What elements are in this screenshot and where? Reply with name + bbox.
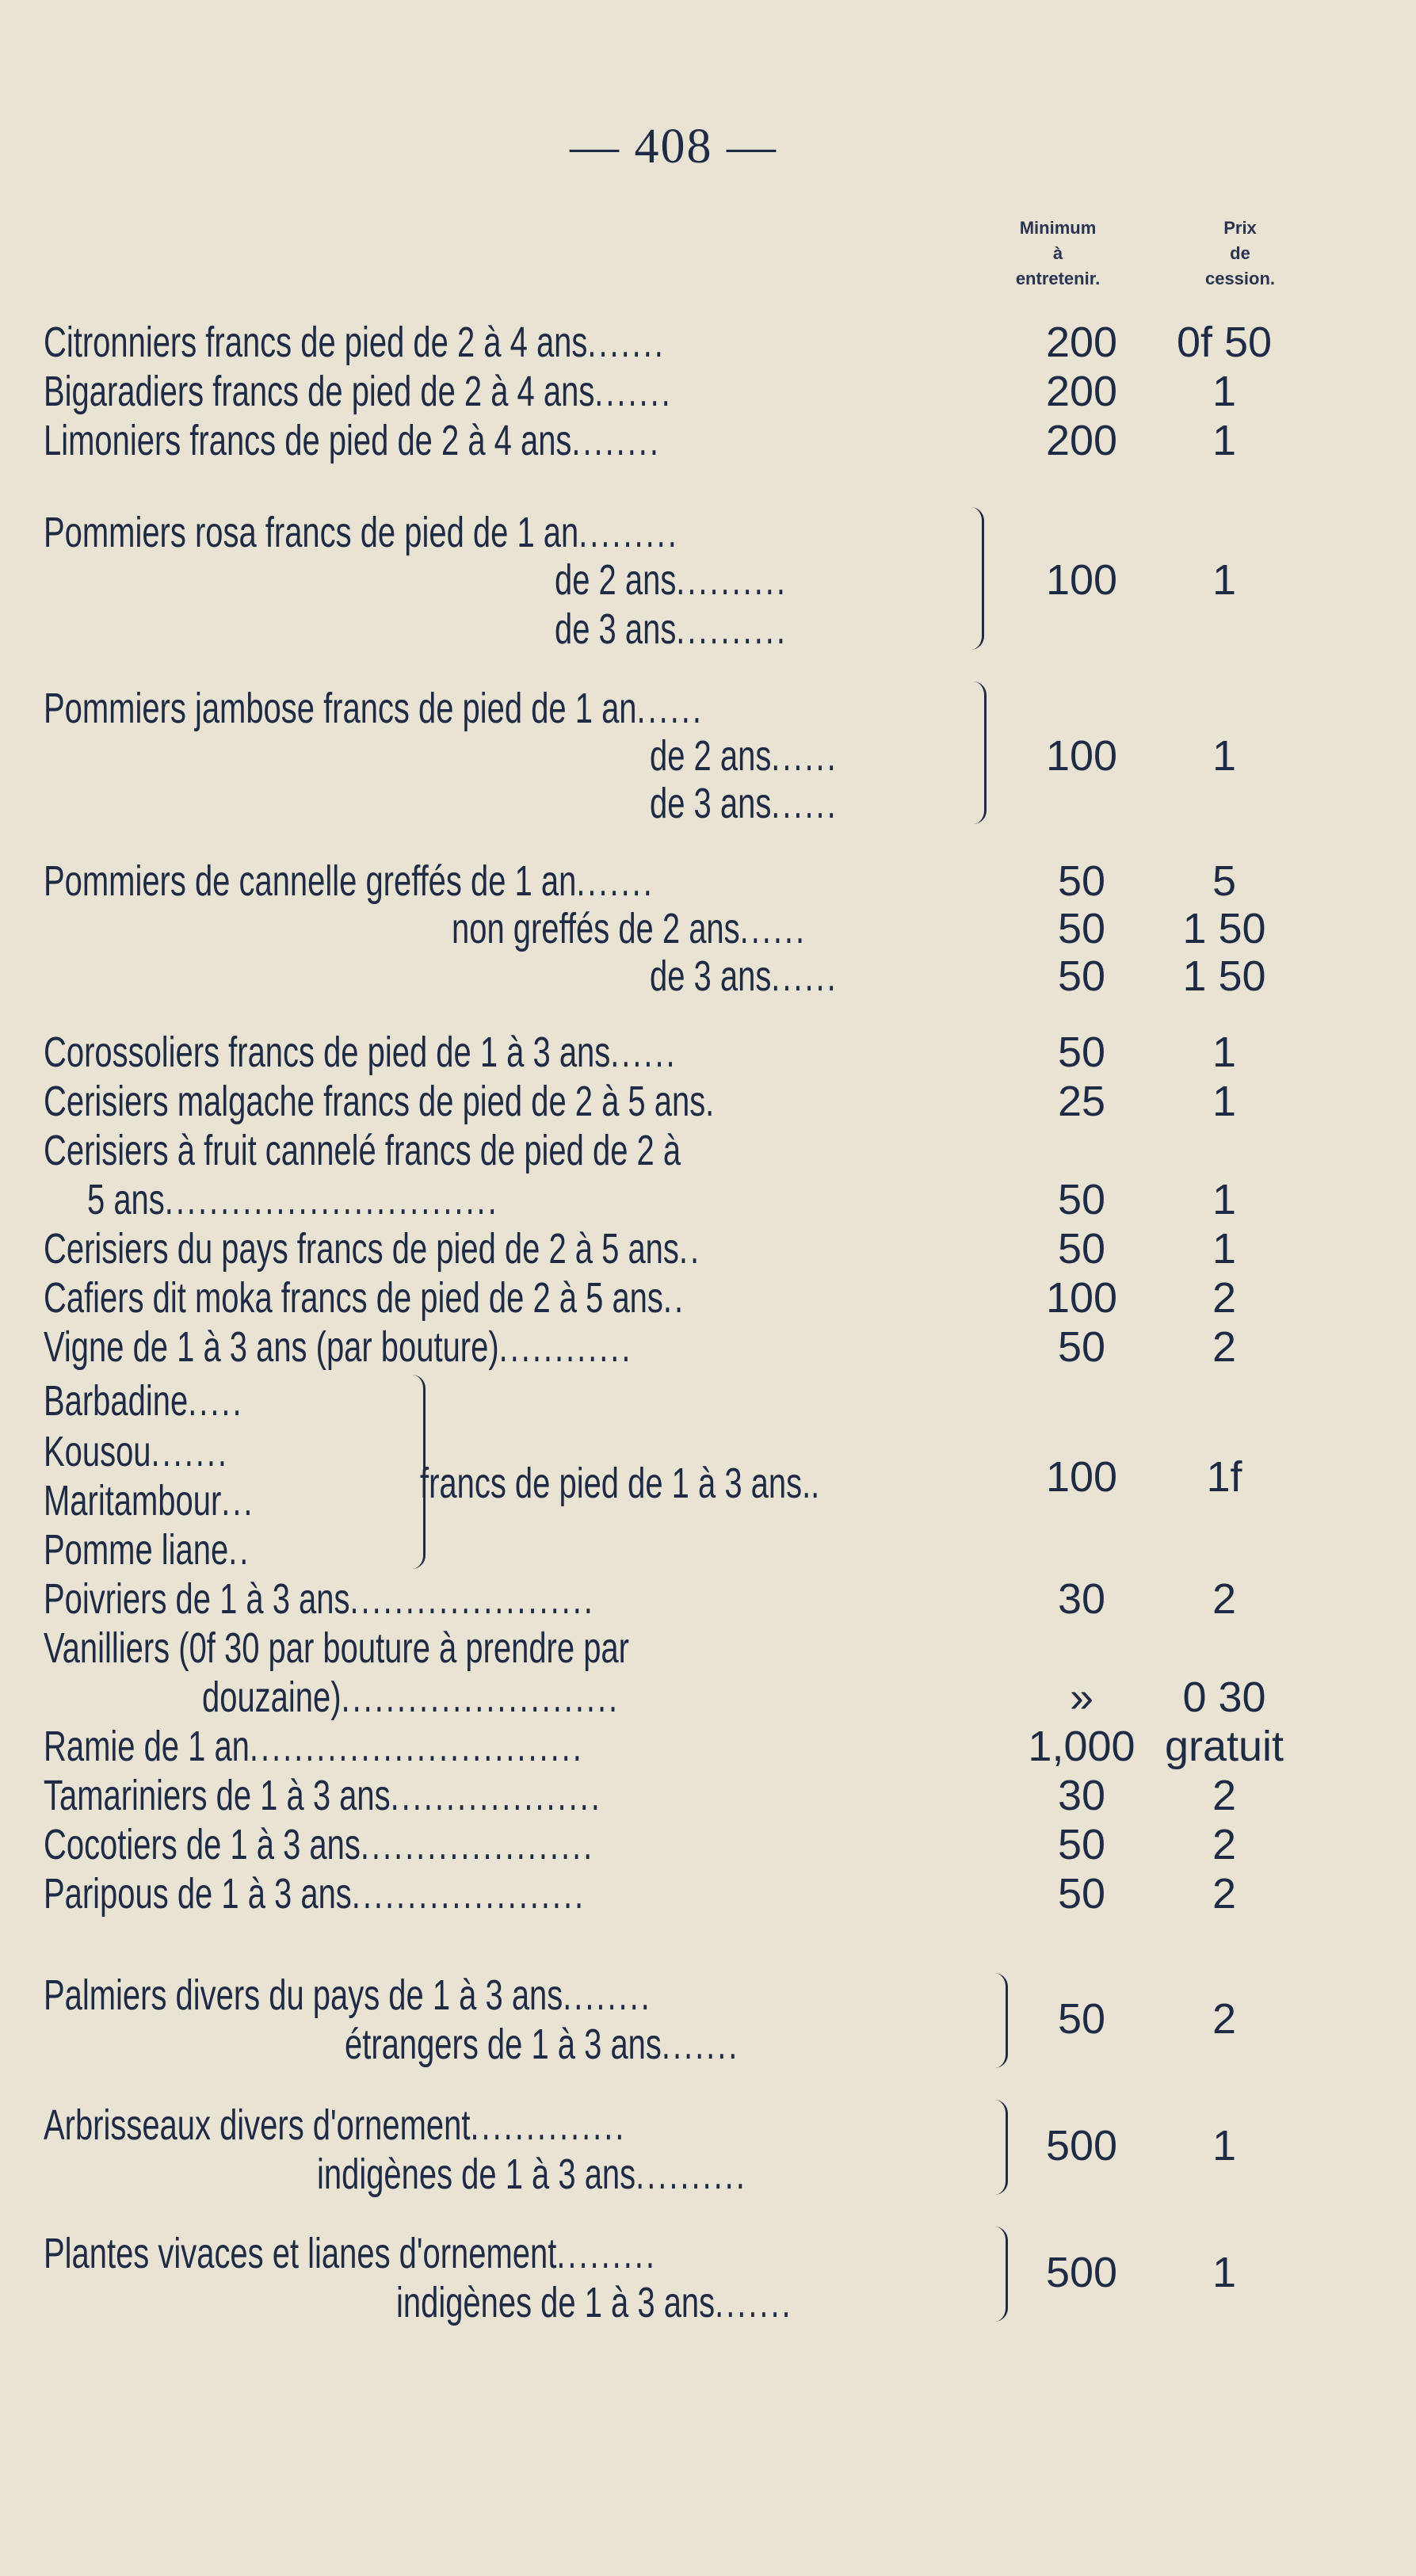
- row-label-wrap: [44, 1574, 788, 1624]
- row-label-text: [44, 317, 666, 368]
- row-minimum-value: 50: [1057, 952, 1106, 1000]
- row-minimum-value: 50: [1057, 1028, 1106, 1076]
- row-label: Barbadine: [44, 1377, 189, 1425]
- row-leader-dots: .........................: [341, 1673, 620, 1721]
- row-leader-dots: ..: [662, 1274, 686, 1322]
- row-price-value: 5: [1212, 857, 1237, 905]
- column-header-min-line3: entretenir.: [1015, 269, 1101, 288]
- row-label: Citronniers francs de pied de 2 à 4 ans: [44, 319, 588, 366]
- row-leader-dots: .......: [661, 2021, 740, 2068]
- row-price-value: 1: [1212, 1225, 1237, 1273]
- row-label: Cerisiers malgache francs de pied de 2 à 5 ans.: [44, 1078, 715, 1125]
- row-leader-dots: ........: [563, 1971, 652, 2019]
- row-leader-dots: .......: [715, 2279, 793, 2326]
- row-label-text: [44, 1376, 244, 1426]
- row-leader-dots: ..: [678, 1225, 702, 1273]
- row-label-wrap: [44, 1273, 911, 1323]
- row-label: 5 ans: [87, 1176, 165, 1223]
- row-label-wrap: [44, 507, 903, 558]
- row-label: Plantes vivaces et lianes d'ornement: [44, 2230, 557, 2277]
- row-label-text: [44, 415, 661, 466]
- row-price-value: 0 30: [1182, 1673, 1266, 1721]
- row-leader-dots: ......: [771, 952, 838, 1000]
- row-price-value: 2: [1212, 1995, 1237, 2043]
- row-price-value: 1: [1212, 368, 1237, 415]
- row-label-wrap: [44, 1426, 294, 1477]
- row-label-wrap: [44, 1076, 950, 1127]
- row-label: Pommiers rosa francs de pied de 1 an: [44, 509, 579, 556]
- row-label-wrap: [555, 555, 869, 605]
- row-label-text: [650, 951, 838, 1002]
- row-leader-dots: ..........: [635, 2150, 747, 2198]
- row-label: Pommiers jambose francs de pied de 1 an: [44, 685, 637, 732]
- row-label-text: [650, 731, 838, 781]
- row-label-text: [555, 604, 788, 654]
- row-price-value: 1 50: [1182, 952, 1266, 1000]
- row-minimum-value: 200: [1045, 319, 1118, 366]
- column-header-price-line3: cession.: [1204, 269, 1276, 288]
- row-label: de 2 ans: [555, 556, 677, 604]
- row-label: Vigne de 1 à 3 ans (par bouture): [44, 1323, 499, 1371]
- row-minimum-value: 200: [1045, 417, 1118, 464]
- row-leader-dots: ......: [636, 685, 704, 732]
- column-header-min-line1: Minimum: [1019, 218, 1097, 238]
- row-label-wrap: [44, 1376, 314, 1426]
- row-label-text: [396, 2277, 793, 2328]
- row-label-text: [202, 1672, 620, 1723]
- row-label: Poivriers de 1 à 3 ans: [44, 1575, 350, 1623]
- row-label: Pomme liane: [44, 1526, 229, 1574]
- row-label-text: [44, 1770, 602, 1821]
- column-header-price: [1181, 216, 1300, 292]
- row-leader-dots: ......: [610, 1028, 677, 1076]
- row-label: Vanilliers (0f 30 par bouture à prendre par: [44, 1624, 629, 1672]
- row-label-wrap: [650, 951, 904, 1002]
- row-price-value: 1: [1212, 417, 1237, 464]
- row-label-text: [44, 2100, 626, 2150]
- row-minimum-value: 500: [1045, 2249, 1118, 2296]
- row-price-value: 1 50: [1182, 905, 1266, 952]
- row-label-text: [44, 1819, 594, 1870]
- row-label-wrap: [44, 1027, 900, 1078]
- row-label-text: [44, 507, 679, 558]
- row-label-wrap: [44, 1475, 329, 1526]
- row-label-text: [44, 1475, 254, 1526]
- row-leader-dots: ......: [771, 780, 838, 827]
- row-leader-dots: ..: [228, 1526, 251, 1574]
- row-label: de 2 ans: [650, 732, 772, 780]
- row-label: douzaine): [202, 1673, 342, 1721]
- row-label: Corossoliers francs de pied de 1 à 3 ans: [44, 1028, 611, 1076]
- row-minimum-value: 50: [1057, 905, 1106, 952]
- row-label-text: [555, 555, 788, 605]
- row-leader-dots: ..........: [676, 556, 788, 604]
- row-label: Cerisiers à fruit cannelé francs de pied de 2 à: [44, 1127, 681, 1174]
- row-price-value: 2: [1212, 1575, 1237, 1623]
- row-leader-dots: .......: [594, 368, 673, 415]
- bracket-pommiers-jambose: [973, 681, 987, 824]
- row-minimum-value: 100: [1045, 732, 1118, 780]
- row-leader-dots: ..............................: [164, 1176, 499, 1223]
- row-minimum-value: 50: [1057, 1995, 1106, 2043]
- row-label-wrap: [44, 1623, 835, 1673]
- row-label: Bigaradiers francs de pied de 2 à 4 ans: [44, 368, 595, 415]
- row-minimum-value: 50: [1057, 1870, 1106, 1918]
- row-label-text: [44, 1273, 685, 1323]
- row-label-wrap: [44, 1125, 905, 1176]
- row-label-text: [44, 683, 704, 734]
- row-minimum-value: 50: [1057, 857, 1106, 905]
- row-price-value: 1: [1212, 2122, 1237, 2170]
- row-price-value: 1: [1212, 732, 1237, 780]
- row-minimum-value: 25: [1057, 1078, 1106, 1125]
- row-label-wrap: [317, 2149, 898, 2200]
- row-label-text: [44, 1426, 229, 1477]
- row-label-text: [44, 1574, 595, 1624]
- row-label-text: [44, 1525, 250, 1575]
- row-price-value: 2: [1212, 1772, 1237, 1819]
- row-label-text: [44, 1970, 652, 2021]
- row-price-value: gratuit: [1164, 1723, 1284, 1770]
- row-leader-dots: .....................: [351, 1870, 586, 1918]
- row-minimum-value: 30: [1057, 1772, 1106, 1819]
- row-label: de 3 ans: [555, 605, 677, 653]
- barbadine-group-text: francs de pied de 1 à 3 ans..: [420, 1460, 820, 1507]
- row-price-value: 1: [1212, 1078, 1237, 1125]
- row-price-value: 1: [1212, 2249, 1237, 2296]
- row-leader-dots: ........: [571, 417, 661, 464]
- row-label-wrap: [396, 2277, 932, 2328]
- row-label-text: [44, 1868, 586, 1919]
- row-label-wrap: [44, 683, 936, 734]
- row-leader-dots: .......: [576, 857, 655, 905]
- row-label-wrap: [555, 604, 869, 654]
- row-label: Kousou: [44, 1428, 151, 1475]
- row-label-text: [650, 778, 838, 829]
- row-label-wrap: [345, 2019, 878, 2070]
- row-label-text: [452, 903, 807, 954]
- row-label-text: [44, 1721, 584, 1772]
- row-price-value: 1: [1212, 556, 1237, 604]
- row-label-text: [44, 856, 655, 906]
- row-label: étrangers de 1 à 3 ans: [345, 2021, 662, 2068]
- row-price-value: 2: [1212, 1274, 1237, 1322]
- bracket-plantes-vivaces: [994, 2227, 1008, 2322]
- row-label: Palmiers divers du pays de 1 à 3 ans: [44, 1971, 563, 2019]
- row-leader-dots: .....................: [360, 1821, 595, 1868]
- row-label: Cerisiers du pays francs de pied de 2 à 5 ans: [44, 1225, 679, 1273]
- row-leader-dots: .......: [587, 319, 666, 366]
- row-label: Limoniers francs de pied de 2 à 4 ans: [44, 417, 572, 464]
- row-price-value: 1: [1212, 1028, 1237, 1076]
- row-label-wrap: [44, 1770, 798, 1821]
- row-leader-dots: .......: [151, 1428, 229, 1475]
- row-label-wrap: [452, 903, 931, 954]
- row-leader-dots: ..............: [470, 2101, 627, 2149]
- row-label: Tamariniers de 1 à 3 ans: [44, 1772, 391, 1819]
- row-label: Ramie de 1 an: [44, 1723, 250, 1770]
- row-label-text: [44, 1076, 714, 1127]
- row-label-wrap: [44, 1525, 323, 1575]
- row-minimum-value: »: [1069, 1673, 1094, 1721]
- row-label-wrap: [87, 1174, 643, 1225]
- row-label-text: [87, 1174, 499, 1225]
- row-label: de 3 ans: [650, 952, 772, 1000]
- bracket-arbrisseaux: [994, 2100, 1008, 2195]
- row-minimum-value: 100: [1045, 556, 1118, 604]
- row-price-value: 2: [1212, 1821, 1237, 1868]
- row-minimum-value: 500: [1045, 2122, 1118, 2170]
- column-header-min-line2: à: [1052, 243, 1063, 263]
- row-leader-dots: ......: [771, 732, 838, 780]
- row-label-wrap: [44, 1868, 776, 1919]
- row-label-text: [44, 1223, 701, 1274]
- row-leader-dots: ......: [739, 905, 807, 952]
- row-label-wrap: [44, 2228, 872, 2279]
- row-price-value: 1f: [1206, 1453, 1242, 1501]
- row-label-wrap: [44, 1721, 773, 1772]
- row-label-text: [345, 2019, 739, 2070]
- bracket-barbadine-group: [412, 1375, 426, 1569]
- row-label-wrap: [44, 1223, 933, 1274]
- row-label-wrap: [44, 1970, 866, 2021]
- row-leader-dots: ...................: [390, 1772, 602, 1819]
- row-label-wrap: [44, 1819, 788, 1870]
- row-label-text: [44, 1623, 629, 1673]
- row-label: de 3 ans: [650, 780, 772, 827]
- row-label-wrap: [44, 1322, 840, 1372]
- row-minimum-value: 50: [1057, 1225, 1106, 1273]
- row-label-text: [44, 366, 673, 417]
- row-leader-dots: ..............................: [249, 1723, 584, 1770]
- bracket-pommiers-rosa: [971, 507, 984, 650]
- row-leader-dots: ......................: [349, 1575, 595, 1623]
- row-minimum-value: 50: [1057, 1176, 1106, 1223]
- row-leader-dots: ...: [221, 1477, 255, 1525]
- row-minimum-value: 100: [1045, 1453, 1118, 1501]
- row-label-text: [44, 1027, 677, 1078]
- row-label-text: [44, 2228, 657, 2279]
- row-label-text: [44, 1125, 681, 1176]
- row-price-value: 0f 50: [1176, 319, 1273, 366]
- row-price-value: 2: [1212, 1870, 1237, 1918]
- row-leader-dots: .........: [556, 2230, 657, 2277]
- row-leader-dots: .........: [578, 509, 679, 556]
- row-price-value: 1: [1212, 1176, 1237, 1223]
- row-leader-dots: ............: [498, 1323, 633, 1371]
- row-label: indigènes de 1 à 3 ans: [396, 2279, 716, 2326]
- row-label-wrap: [650, 778, 904, 829]
- row-price-value: 2: [1212, 1323, 1237, 1371]
- row-label-wrap: [44, 415, 878, 466]
- row-label-text: [44, 1322, 632, 1372]
- row-label-wrap: [44, 2100, 831, 2150]
- row-label: indigènes de 1 à 3 ans: [317, 2150, 636, 2198]
- row-minimum-value: 100: [1045, 1274, 1118, 1322]
- row-label-wrap: [44, 856, 869, 906]
- row-label: Cafiers dit moka francs de pied de 2 à 5 ans: [44, 1274, 663, 1322]
- column-header-price-line2: de: [1230, 243, 1250, 263]
- row-label: Pommiers de cannelle greffés de 1 an: [44, 857, 577, 905]
- row-label-wrap: [44, 317, 884, 368]
- column-header-minimum: [979, 216, 1137, 292]
- row-minimum-value: 50: [1057, 1821, 1106, 1868]
- row-label: Maritambour: [44, 1477, 222, 1525]
- row-leader-dots: ..........: [676, 605, 788, 653]
- row-label-text: [317, 2149, 747, 2200]
- row-minimum-value: 30: [1057, 1575, 1106, 1623]
- row-label-wrap: [650, 731, 904, 781]
- row-label: Arbrisseaux divers d'ornement: [44, 2101, 471, 2149]
- row-label: Paripous de 1 à 3 ans: [44, 1870, 352, 1918]
- row-label-wrap: [44, 366, 894, 417]
- row-label-wrap: [202, 1672, 766, 1723]
- row-minimum-value: 50: [1057, 1323, 1106, 1371]
- bracket-palmiers: [994, 1973, 1008, 2068]
- column-header-price-line1: Prix: [1223, 218, 1257, 238]
- row-minimum-value: 200: [1045, 368, 1118, 415]
- row-minimum-value: 1,000: [1028, 1723, 1135, 1770]
- row-leader-dots: .....: [188, 1377, 244, 1425]
- row-label: non greffés de 2 ans: [452, 905, 740, 952]
- row-label: Cocotiers de 1 à 3 ans: [44, 1821, 361, 1868]
- page-number: — 408 —: [570, 120, 777, 174]
